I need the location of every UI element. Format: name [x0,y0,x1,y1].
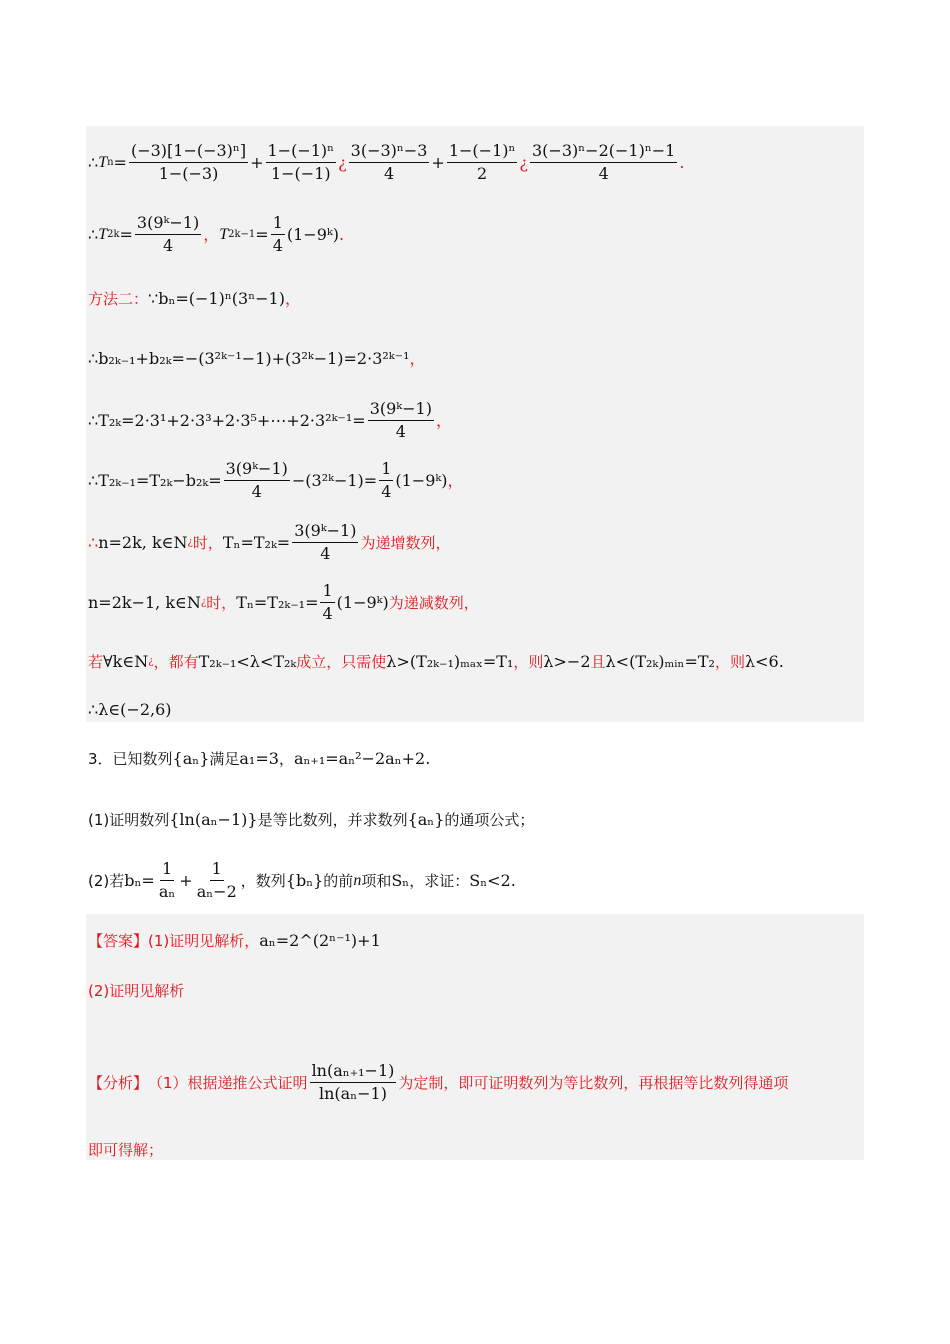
fraction [135,212,201,257]
expression: Tₙ=T₂ₖ₋₁= [236,592,319,612]
expression: a₁=3 [239,749,279,768]
fraction [129,140,248,185]
because-symbol: ∵ [148,289,159,308]
solution-line-9 [88,651,784,673]
answer-formula: aₙ=2^(2ⁿ⁻¹)+1 [259,931,381,950]
expression: (1−9ᵏ) [336,592,389,612]
fraction [310,1060,397,1105]
numerator: 1 [160,858,174,881]
numerator: 3(−3)ⁿ−2(−1)ⁿ−1 [530,140,677,163]
expression: λ<6 [744,652,779,671]
denominator: ln(aₙ−1) [318,1084,387,1103]
text: （1）根据递推公式证明 [148,1073,308,1092]
solution-line-6 [88,458,463,503]
denominator: 4 [322,604,333,623]
sub: 2k−1 [228,228,256,240]
plus: + [250,152,264,172]
numerator: (−3)[1−(−3)ⁿ] [129,140,248,163]
text: 且 [590,653,606,671]
fraction [320,580,334,625]
answer-part-2: (2)证明见解析 [88,982,185,1000]
expression: Sₙ [391,870,410,890]
therefore-symbol: ∴ [88,700,99,719]
comma: ， [284,289,301,308]
analysis-line-1 [88,1060,788,1105]
expression: aₙ₊₁=aₙ²−2aₙ+2 [293,749,426,768]
expression: −(3²ᵏ−1)= [291,470,378,490]
fraction [379,458,393,503]
solution-line-4 [88,348,426,370]
denominator: 4 [272,236,283,255]
separator-glyph: ¿ [148,656,154,667]
fraction [266,140,337,185]
method-two-label: 方法二： [88,290,149,308]
period: . [338,224,345,244]
fraction [447,140,518,185]
numerator: 1−(−1)ⁿ [266,140,337,163]
therefore-symbol: ∴ [88,349,99,368]
var-T: T [98,153,108,171]
text: 为定制，即可证明数列为等比数列，再根据等比数列得通项 [398,1073,789,1092]
comma: ， [409,349,426,368]
expression: (1−9ᵏ) [286,224,339,244]
expression: λ>(T₂ₖ₋₁)ₘₐₓ=T₁ [386,652,514,671]
expression: {aₙ} [172,749,210,768]
text: 为递减数列， [388,593,479,612]
expression: (1−9ᵏ) [395,470,448,490]
numerator: 3(9ᵏ−1) [292,520,358,543]
fraction [195,858,239,903]
denominator: aₙ−2 [196,882,237,901]
expression: {aₙ} [407,810,445,829]
text: (2)若 [88,871,125,890]
therefore-symbol: ∴ [88,470,99,490]
solution-line-7 [88,520,450,565]
expression: T₂ₖ₋₁<λ<T₂ₖ [198,652,297,671]
sub: n [107,156,114,168]
separator-glyph: ¿ [338,152,347,172]
text: ，都有 [153,653,199,671]
expression: Tₙ=T₂ₖ= [222,532,291,552]
numerator: ln(aₙ₊₁−1) [310,1060,397,1083]
period: . [425,749,431,768]
text: 的前 [323,871,354,890]
fraction [368,398,434,443]
fraction [349,140,430,185]
numerator: 3(−3)ⁿ−3 [349,140,430,163]
denominator: 4 [381,482,392,501]
var-T: T [98,225,108,243]
expression: T₂ₖ=2·3¹+2·3³+2·3⁵+⋯+2·3²ᵏ⁻¹= [98,410,366,430]
denominator: 4 [383,164,395,183]
fraction [530,140,677,185]
question-number: 3．已知数列 [88,750,173,768]
text: 若 [88,653,104,671]
fraction [292,520,358,565]
numerator: 1 [320,580,334,603]
plus: + [431,152,445,172]
expression: λ>−2 [543,652,591,671]
denominator: 4 [320,544,331,563]
expression: n=2k−1, k∈N [88,592,201,612]
comma: ， [447,470,464,490]
therefore-symbol: ∴ [88,152,99,172]
expression: {ln(aₙ−1)} [169,810,258,829]
text: 成立，只需使 [296,653,387,671]
fraction [157,858,177,903]
comma: ， [435,410,452,430]
text: 项和 [361,871,392,890]
analysis-tag: 【分析】 [88,1073,149,1092]
expression: n [353,871,362,889]
plus: + [179,870,193,890]
text: ，数列 [240,871,286,890]
question-line-1 [88,748,430,770]
sub: 2k [107,228,120,240]
numerator: 1 [271,212,285,235]
denominator: 4 [162,236,174,255]
answer-tag: 【答案】 [88,932,149,950]
text: ，求证： [409,871,470,890]
expression: bₙ= [124,870,155,890]
expression: ∀k∈N [103,652,149,671]
denominator: 4 [598,164,609,183]
separator-glyph: ¿ [519,152,528,172]
text: 是等比数列，并求数列 [257,811,408,829]
separator-glyph: ¿ [187,536,193,548]
text: ， [278,750,294,768]
expression: n=2k, k∈N [98,532,188,552]
fraction [224,458,290,503]
answer-line-2 [88,980,184,1002]
expression: {bₙ} [285,870,324,890]
therefore-symbol: ∴ [88,224,99,244]
denominator: aₙ [158,882,176,901]
text: 时， [206,593,237,612]
solution-line-2: ∴ T 2k = $\frac{\text{3(9ᵏ−1)}}{4}$ ， T 2k−1 = $\frac{1}{4}$ (1−9ᵏ) . [88,213,345,255]
text: 的通项公式； [444,811,535,829]
text: 时， [192,533,223,552]
period: . [510,870,516,890]
denominator: 1−(−3) [158,164,219,183]
analysis-line-2 [88,1139,163,1161]
expression: Sₙ<2 [469,870,511,890]
question-line-3 [88,858,516,903]
answer-line-1 [88,930,381,952]
denominator: 2 [477,164,488,183]
expression: T₂ₖ₋₁=T₂ₖ−b₂ₖ= [98,470,222,490]
var-T: T [219,225,229,243]
numerator: 3(9ᵏ−1) [135,212,201,235]
numerator: 1−(−1)ⁿ [447,140,518,163]
text: (1)证明数列 [88,811,170,829]
expression: bₙ=(−1)ⁿ(3ⁿ−1) [158,289,285,308]
text: ，则 [513,653,544,671]
text: ，则 [714,653,745,671]
expression: λ∈(−2,6) [98,700,172,719]
expression: λ<(T₂ₖ)ₘᵢₙ=T₂ [605,652,715,671]
text: 即可得解； [88,1141,164,1159]
text: 为递增数列， [360,533,451,552]
period: . [679,152,685,172]
therefore-symbol: ∴ [88,532,99,552]
solution-line-3 [88,288,301,310]
question-line-2 [88,809,534,831]
separator-glyph: ¿ [200,596,207,608]
solution-line-10 [88,699,172,721]
denominator: 4 [395,422,406,441]
fraction [271,212,285,257]
numerator: 1 [379,458,393,481]
expression: b₂ₖ₋₁+b₂ₖ=−(3²ᵏ⁻¹−1)+(3²ᵏ−1)=2·3²ᵏ⁻¹ [98,349,410,368]
solution-line-5 [88,398,452,443]
numerator: 1 [210,858,224,881]
denominator: 1−(−1) [270,164,331,183]
solution-line-1: ∴ T n = $\frac{\text{(−3)[1−(−3)ⁿ]}}{1-(-3)}$ + $\frac{\text{1−(−1)ⁿ}}{1-(-1)}$ ¿ $\frac{\text{3(−3)ⁿ−3}}{4}$ + $\frac{\text{1−(−1)ⁿ}}{2}$ ¿ $\frac{\text{3(−3)ⁿ−2(−1)ⁿ−1}}{4}$ . [88,141,685,183]
text: 满足 [209,750,240,768]
denominator: 4 [251,482,262,501]
answer-part-1: (1)证明见解析， [148,932,260,950]
solution-line-8 [88,580,479,625]
period: . [778,652,784,671]
numerator: 3(9ᵏ−1) [224,458,290,481]
therefore-symbol: ∴ [88,410,99,430]
comma: ， [203,224,220,244]
numerator: 3(9ᵏ−1) [368,398,434,421]
